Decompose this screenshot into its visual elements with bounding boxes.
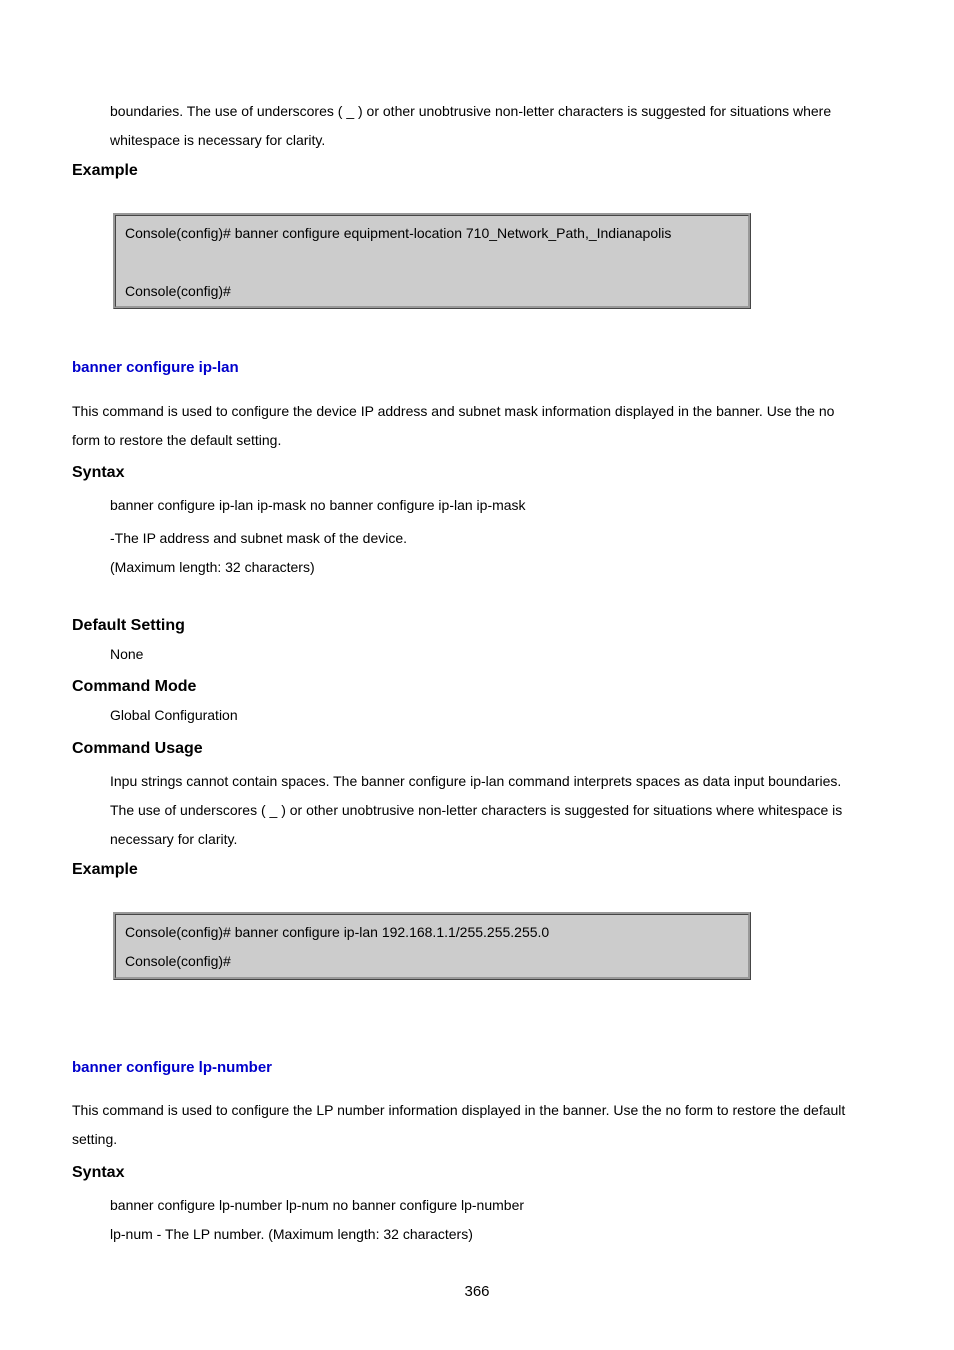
command-title-lp-number: banner configure lp-number [72,1059,273,1076]
example-heading: Example [72,162,138,179]
description-line-1: This command is used to configure the device IP address and subnet mask information displayed in the banner. Use the no [72,403,835,419]
code-line: Console(config)# [125,953,231,969]
code-block [113,213,751,309]
parameter-line-2: (Maximum length: 32 characters) [110,559,315,575]
command-mode-value: Global Configuration [110,707,238,723]
page-number: 366 [464,1283,490,1300]
description-line-2: form to restore the default setting. [72,432,282,448]
usage-line-2: The use of underscores ( _ ) or other unobtrusive non-letter characters is suggested for situations where whitespace is [110,802,843,818]
code-line: Console(config)# banner configure ip-lan 192.168.1.1/255.255.255.0 [125,924,550,940]
code-line: Console(config)# [125,283,231,299]
default-setting-value: None [110,646,144,662]
syntax-line: banner configure lp-number lp-num no banner configure lp-number [110,1197,525,1213]
description-line-2: setting. [72,1131,118,1147]
usage-line-1: Inpu strings cannot contain spaces. The banner configure ip-lan command interprets spaces as data input boundaries. [110,773,842,789]
parameter-line-1: lp-num - The LP number. (Maximum length: 32 characters) [110,1226,473,1242]
syntax-heading: Syntax [72,1164,125,1181]
command-usage-heading: Command Usage [72,740,203,757]
example-heading: Example [72,861,138,878]
syntax-heading: Syntax [72,464,125,481]
syntax-line: banner configure ip-lan ip-mask no banner configure ip-lan ip-mask [110,497,526,513]
description-line-1: This command is used to configure the LP number information displayed in the banner. Use the no form to restore the default [72,1102,846,1118]
command-title-ip-lan: banner configure ip-lan [72,359,239,376]
usage-line-3: necessary for clarity. [110,831,238,847]
code-line: Console(config)# banner configure equipment-location 710_Network_Path,_Indianapolis [125,225,672,241]
parameter-line-1: -The IP address and subnet mask of the device. [110,530,408,546]
default-setting-heading: Default Setting [72,617,185,634]
intro-line-1: boundaries. The use of underscores ( _ ) or other unobtrusive non-letter characters is suggested for situations where [110,103,832,119]
intro-line-2: whitespace is necessary for clarity. [110,132,326,148]
code-block [113,912,751,980]
command-mode-heading: Command Mode [72,678,197,695]
